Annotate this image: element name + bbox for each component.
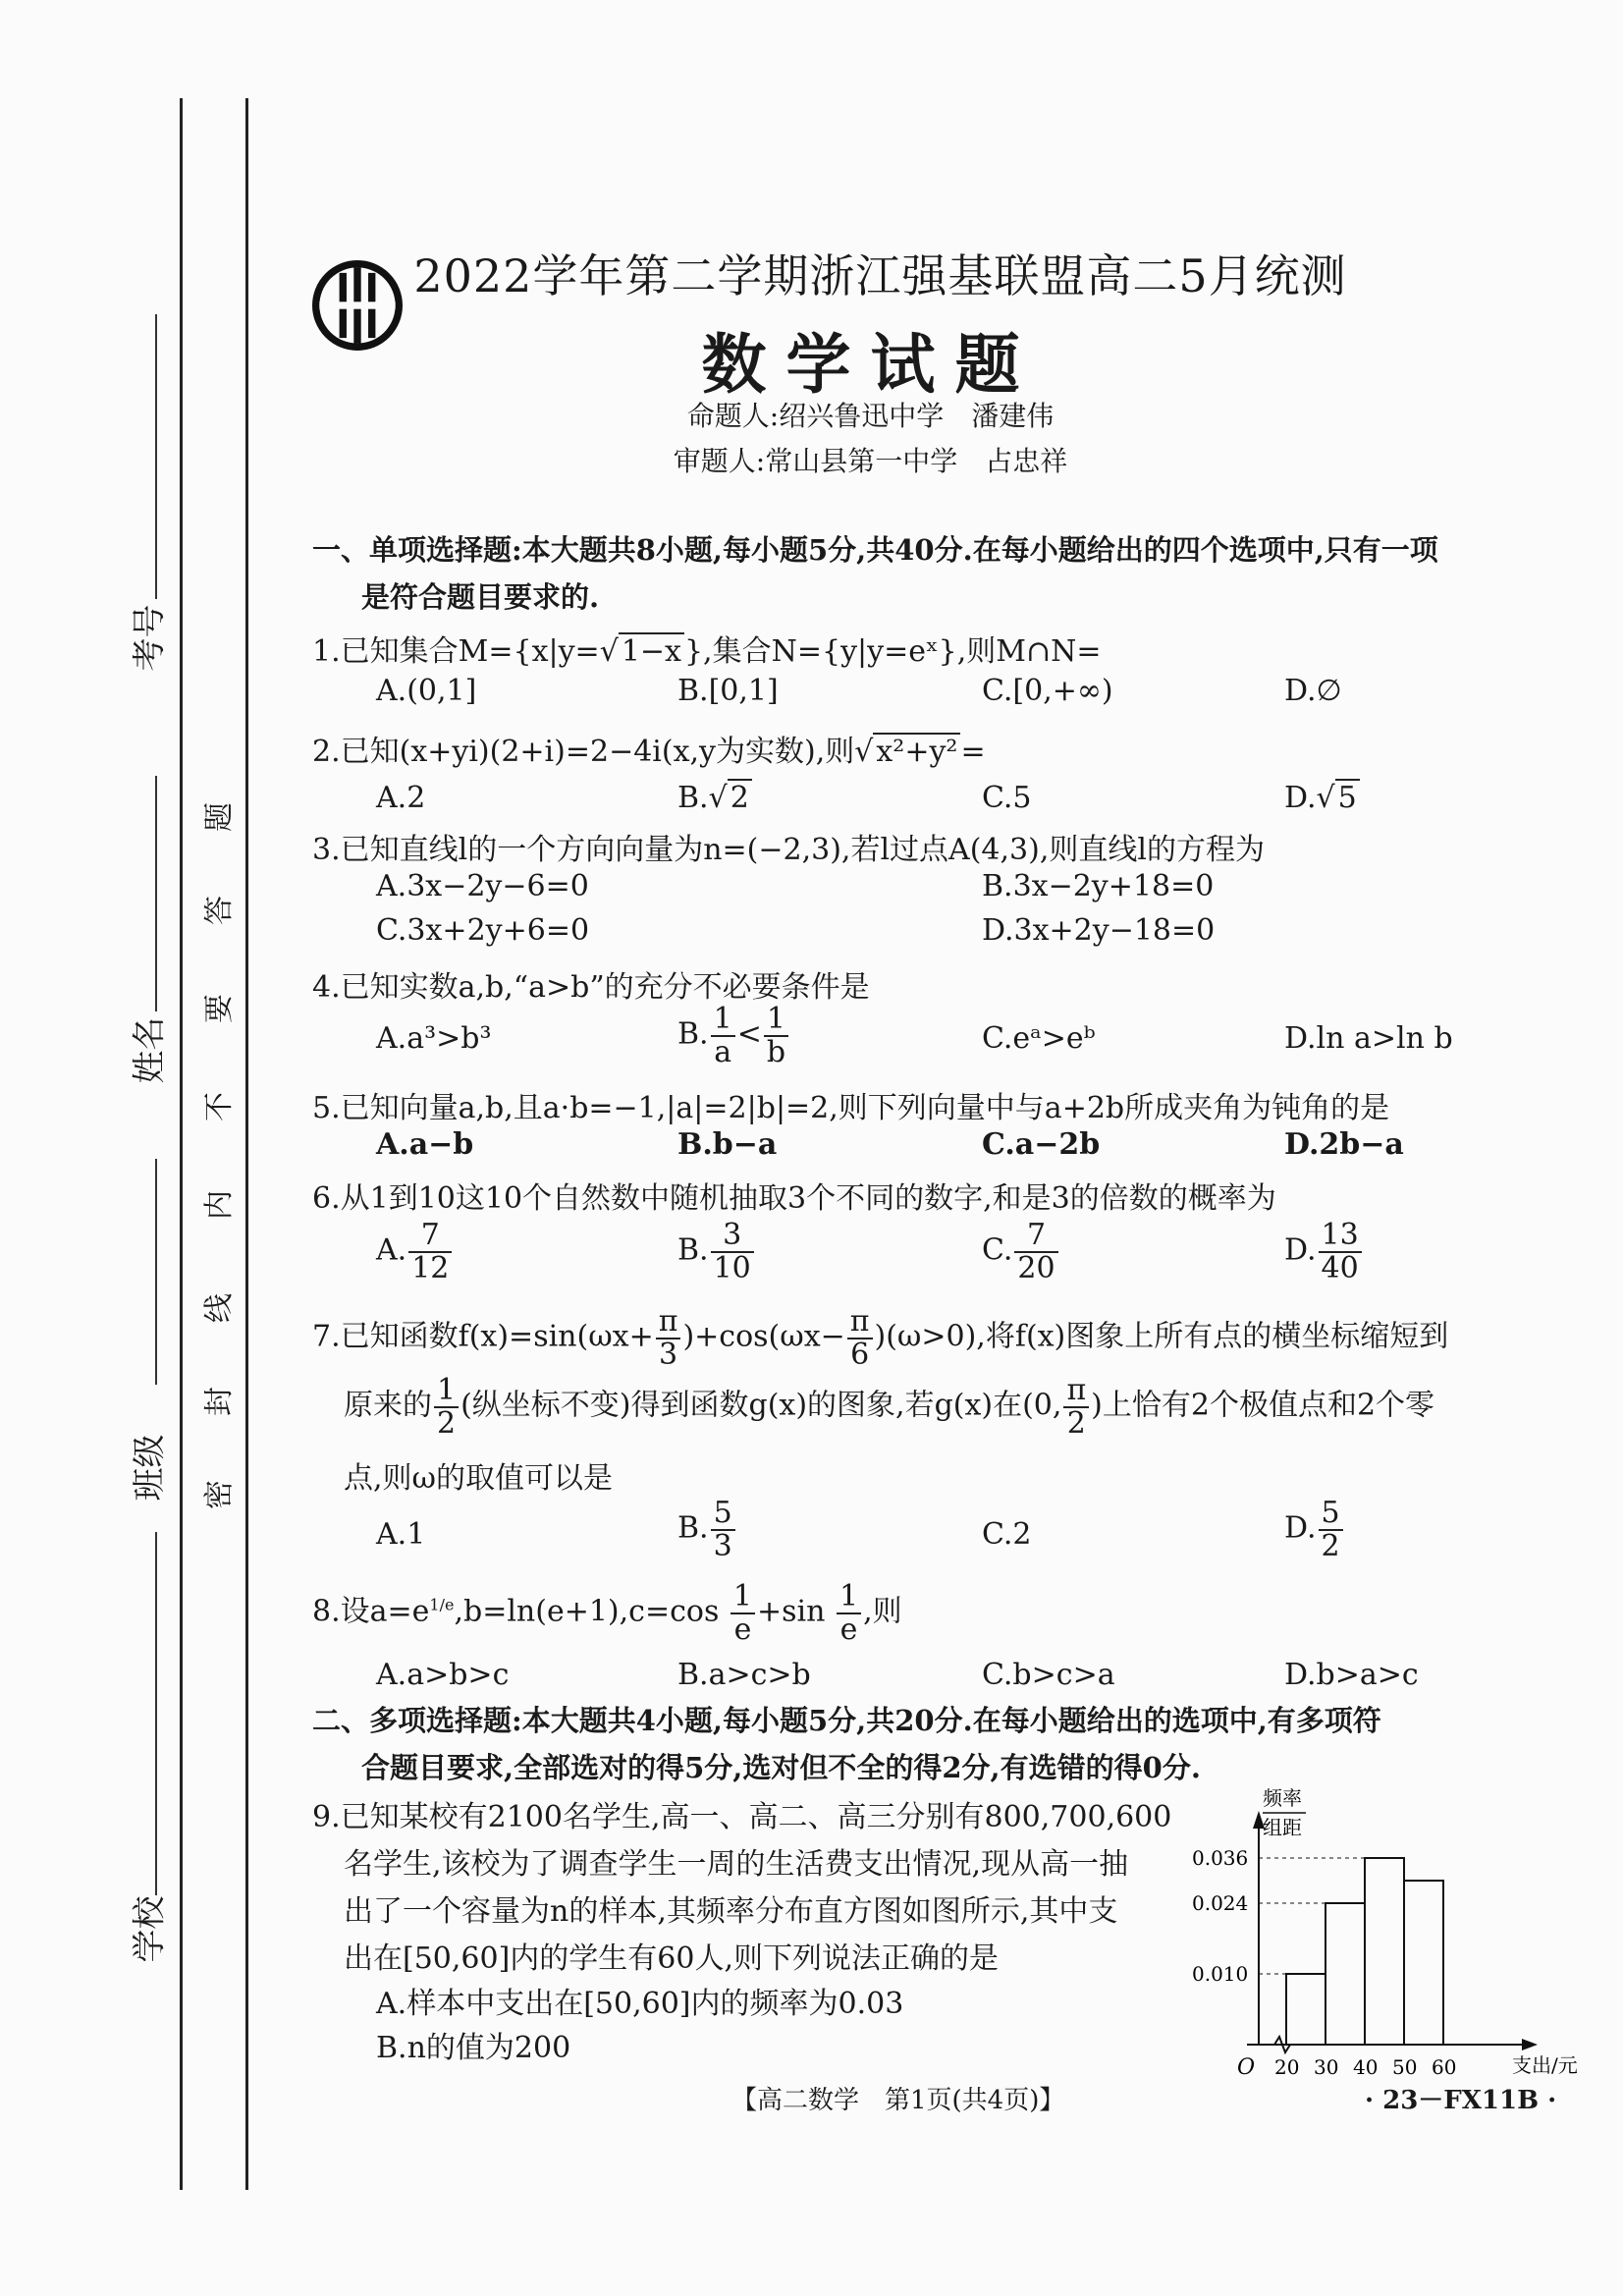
xingming-label: 姓名 [130, 1016, 170, 1084]
q5-stem: 5.已知向量a,b,且a·b=−1,|a|=2|b|=2,则下列向量中与a+2b所成夹角为钝角的是 [312, 1091, 1390, 1125]
q1-stem: 1.已知集合M={x|y=√ 1−x },集合N={y|y=eˣ},则M∩N= [312, 634, 1102, 669]
q2-option-c[interactable]: C.5 [982, 781, 1032, 815]
q6-stem: 6.从1到10这10个自然数中随机抽取3个不同的数字,和是3的倍数的概率为 [312, 1181, 1276, 1216]
q5-option-c[interactable]: C.a−2b [982, 1127, 1101, 1162]
q1-option-a[interactable]: A.(0,1] [376, 674, 477, 708]
q4-option-d[interactable]: D.ln a>ln b [1284, 1021, 1453, 1056]
q3-option-c[interactable]: C.3x+2y+6=0 [376, 913, 590, 948]
q3-option-b[interactable]: B.3x−2y+18=0 [982, 869, 1215, 903]
histogram-bar-30-40 [1325, 1903, 1365, 2045]
seal-char-5: 内 [202, 1190, 237, 1220]
section1-heading [312, 526, 1549, 621]
q8-option-d[interactable]: D.b>a>c [1284, 1658, 1419, 1692]
q1-option-c[interactable]: C.[0,+∞) [982, 674, 1113, 708]
q7-option-d[interactable]: D. $\frac{5}{2}$ [1284, 1498, 1345, 1561]
q4-option-c[interactable]: C.eᵃ>eᵇ [982, 1021, 1096, 1056]
reviewer-line: 审题人:常山县第一中学 占忠祥 [673, 445, 1068, 477]
q4-option-b[interactable]: B. $\frac{1}{a}$ < $\frac{1}{b}$ [677, 1004, 790, 1067]
q8-option-c[interactable]: C.b>c>a [982, 1658, 1115, 1692]
q3-option-a[interactable]: A.3x−2y−6=0 [376, 869, 589, 903]
seal-char-3: 要 [202, 994, 237, 1023]
page-footer-code: · 23－FX11B · [1365, 2086, 1557, 2115]
xuexiao-blank[interactable] [155, 1532, 157, 1895]
q1-option-b[interactable]: B.[0,1] [677, 674, 779, 708]
kaohao-label: 考号 [130, 604, 170, 672]
banji-blank[interactable] [155, 1159, 157, 1385]
q9-line3: 出了一个容量为n的样本,其频率分布直方图如图所示,其中支 [344, 1894, 1118, 1929]
q4-option-a[interactable]: A.a³>b³ [376, 1021, 492, 1056]
q1-option-d[interactable]: D.∅ [1284, 674, 1342, 708]
y-tick-label: 0.036 [1192, 1846, 1249, 1870]
q7-line3: 点,则ω的取值可以是 [344, 1461, 613, 1496]
seal-char-8: 密 [202, 1480, 237, 1509]
section2-heading [312, 1697, 1549, 1791]
xuexiao-label: 学校 [130, 1895, 170, 1963]
q9-line1: 9.已知某校有2100名学生,高一、高二、高三分别有800,700,600 [312, 1800, 1172, 1834]
q6-option-c[interactable]: C. $\frac{7}{20}$ [982, 1220, 1060, 1284]
histogram-bar-50-60 [1404, 1881, 1443, 2045]
y-tick-label: 0.010 [1192, 1962, 1249, 1986]
q7-option-b[interactable]: B. $\frac{5}{3}$ [677, 1498, 737, 1561]
frequency-histogram [1188, 1786, 1578, 2082]
q6-option-b[interactable]: B. $\frac{3}{10}$ [677, 1220, 756, 1284]
section2-line2: 合题目要求,全部选对的得5分,选对但不全的得2分,有选错的得0分. [361, 1751, 1201, 1784]
x-tick-label: 30 [1314, 2055, 1339, 2079]
q7-line1: 7.已知函数f(x)=sin(ωx+ $\frac{\pi}{3}$ )+cos(ωx− $\frac{\pi}{6}$ )(ω>0),将f(x)图象上所有点的横坐标缩短到 [312, 1304, 1449, 1372]
q2-stem: 2.已知(x+yi)(2+i)=2−4i(x,y为实数),则√ x²+y² = [312, 735, 986, 769]
page-footer-center: 【高二数学 第1页(共4页)】 [731, 2086, 1065, 2115]
q7-option-c[interactable]: C.2 [982, 1517, 1032, 1552]
q5-option-a[interactable]: A.a−b [376, 1127, 474, 1162]
section2-line1: 二、多项选择题:本大题共4小题,每小题5分,共20分.在每小题给出的选项中,有多项符 [312, 1704, 1381, 1737]
seal-char-2: 答 [202, 896, 237, 925]
seal-char-6: 线 [202, 1293, 237, 1323]
q3-option-d[interactable]: D.3x+2y−18=0 [982, 913, 1216, 948]
q6-option-d[interactable]: D. $\frac{13}{40}$ [1284, 1220, 1364, 1284]
q5-option-b[interactable]: B.b−a [677, 1127, 778, 1162]
section1-line2: 是符合题目要求的. [361, 580, 600, 614]
q3-stem: 3.已知直线l的一个方向向量为n=(−2,3),若l过点A(4,3),则直线l的方程为 [312, 833, 1265, 867]
section1-line1: 一、单项选择题:本大题共8小题,每小题5分,共40分.在每小题给出的四个选项中,只有一项 [312, 533, 1438, 567]
q2-option-a[interactable]: A.2 [376, 781, 426, 815]
q6-option-a[interactable]: A. $\frac{7}{12}$ [376, 1220, 454, 1284]
q9-option-a[interactable]: A.样本中支出在[50,60]内的频率为0.03 [376, 1987, 904, 2021]
banji-label: 班级 [130, 1434, 170, 1502]
q7-line2: 原来的 $\frac{1}{2}$ (纵坐标不变)得到函数g(x)的图象,若g(x)在(0, $\frac{\pi}{2}$ )上恰有2个极值点和2个零 [344, 1373, 1435, 1441]
x-label: 支出/元 [1512, 2053, 1578, 2077]
x-tick-label: 40 [1353, 2055, 1379, 2079]
origin-label: O [1237, 2055, 1256, 2080]
q2-option-d[interactable]: D.√ 5 [1284, 781, 1360, 815]
author-line: 命题人:绍兴鲁迅中学 潘建伟 [686, 400, 1055, 432]
seal-char-4: 不 [202, 1092, 237, 1121]
histogram-bar-40-50 [1365, 1858, 1404, 2045]
exam-title: 2022学年第二学期浙江强基联盟高二5月统测 [413, 249, 1347, 302]
seal-char-7: 封 [202, 1387, 237, 1416]
q2-option-b[interactable]: B.√ 2 [677, 781, 752, 815]
q9-option-b[interactable]: B.n的值为200 [376, 2031, 571, 2065]
q9-line2: 名学生,该校为了调查学生一周的生活费支出情况,现从高一抽 [344, 1847, 1129, 1882]
x-tick-label: 60 [1432, 2055, 1457, 2079]
seal-char-1: 题 [202, 802, 237, 832]
q8-option-a[interactable]: A.a>b>c [376, 1658, 510, 1692]
q8-option-b[interactable]: B.a>c>b [677, 1658, 811, 1692]
subject-title: 数学试题 [701, 326, 1040, 403]
q8-stem: 8.设$a=e^{1/e},b=\ln(e+1),c=\cos$ $\frac{1}{e}$ +sin $\frac{1}{e}$ ,则 [312, 1579, 902, 1647]
x-tick-label: 50 [1392, 2055, 1418, 2079]
q5-option-d[interactable]: D.2b−a [1284, 1127, 1404, 1162]
xingming-blank[interactable] [155, 776, 157, 1011]
y-tick-label: 0.024 [1192, 1891, 1249, 1915]
q9-line4: 出在[50,60]内的学生有60人,则下列说法正确的是 [344, 1941, 1000, 1976]
y-label-bottom: 组距 [1263, 1816, 1302, 1839]
y-label-top: 频率 [1263, 1786, 1302, 1810]
q4-stem: 4.已知实数a,b,“a>b”的充分不必要条件是 [312, 970, 870, 1005]
x-axis-arrow [1522, 2039, 1538, 2050]
x-tick-label: 20 [1274, 2055, 1300, 2079]
q7-option-a[interactable]: A.1 [376, 1517, 426, 1552]
histogram-bar-20-30 [1286, 1974, 1325, 2045]
